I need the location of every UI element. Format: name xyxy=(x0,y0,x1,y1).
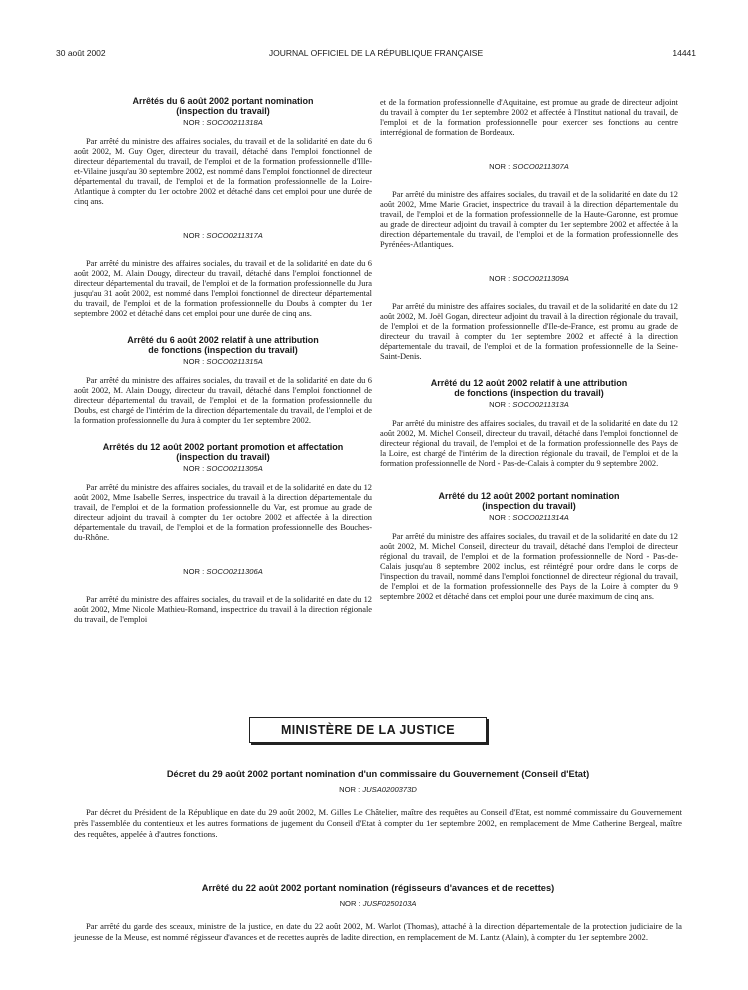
article-title: Décret du 29 août 2002 portant nomination d'un commissaire du Gouvernement (Conseil d'Etat) xyxy=(166,769,590,779)
nor-reference xyxy=(380,400,678,410)
ministry-heading: MINISTÈRE DE LA JUSTICE xyxy=(249,717,487,743)
nor-code: SOCO0211318A xyxy=(206,118,263,127)
article-title xyxy=(74,96,372,116)
nor-code: SOCO0211314A xyxy=(512,513,569,522)
nor-reference xyxy=(74,231,372,241)
nor-reference xyxy=(74,357,372,367)
article-paragraph: Par arrêté du ministre des affaires sociales, du travail et de la solidarité en date du 12 août 2002, Mme Isabelle Serres, inspectrice du travail à la direction départementale du travail, de l'emploi et de la formation professionnelle du Var, est promue au grade de directeur adjoint du travail à compter du 1er octobre 2002 et affectée à la direction départementale du travail, de l'emploi et de la formation professionnelle des Bouches-du-Rhône. xyxy=(74,483,372,542)
arrete-regisseurs-section xyxy=(74,883,682,943)
article-title-line: Arrêté du 6 août 2002 relatif à une attribution xyxy=(127,335,319,345)
article-paragraph: Par arrêté du ministre des affaires sociales, du travail et de la solidarité en date du 6 août 2002, M. Alain Dougy, directeur du travail, détaché dans l'emploi fonctionnel de directeur départemental du travail, de l'emploi et de la formation professionnelle du Jura jusqu'au 31 août 2002, est nommé dans l'emploi fonctionnel de directeur départemental du travail, de l'emploi et de la formation professionnelle du Doubs à compter du 1er septembre 2002 et détaché dans cet emploi pour une durée de cinq ans. xyxy=(74,259,372,318)
page-header xyxy=(56,48,696,60)
article-title xyxy=(74,335,372,355)
nor-reference xyxy=(74,118,372,128)
nor-code: SOCO0211317A xyxy=(206,231,263,240)
article-title-line: Arrêtés du 6 août 2002 portant nomination xyxy=(132,96,314,106)
article-title xyxy=(380,378,678,398)
nor-reference xyxy=(74,567,372,577)
nor-code: SOCO0211313A xyxy=(512,400,569,409)
article-title-line: (inspection du travail) xyxy=(482,501,576,511)
nor-label: NOR : xyxy=(489,400,511,409)
nor-label: NOR : xyxy=(183,357,205,366)
article-paragraph: Par arrêté du ministre des affaires sociales, du travail et de la solidarité en date du 12 août 2002, M. Michel Conseil, directeur du travail, détaché dans l'emploi fonctionnel de directeur régional du travail, de l'emploi et de la formation professionnelle des Pays de la Loire, est chargé de l'intérim de la direction régionale du travail, de l'emploi et de la formation professionnelle de Nord - Pas-de-Calais à compter du 9 septembre 2002. xyxy=(380,419,678,468)
nor-label: NOR : xyxy=(489,274,511,283)
article-title-line: de fonctions (inspection du travail) xyxy=(148,345,298,355)
nor-code: SOCO0211315A xyxy=(206,357,263,366)
nor-code: SOCO0211307A xyxy=(512,162,569,171)
page-number: 14441 xyxy=(672,48,696,58)
nor-label: NOR : xyxy=(183,118,205,127)
nor-label: NOR : xyxy=(339,899,361,908)
nor-reference xyxy=(380,513,678,523)
article-paragraph: Par décret du Président de la République en date du 29 août 2002, M. Gilles Le Châtelier, maître des requêtes au Conseil d'Etat, est nommé commissaire du Gouvernement près l'assemblée du contentieux et les autres formations de jugement du Conseil d'Etat à compter du 1er septembre 2002, en remplacement de Mme Catherine Bergeal, maître des requêtes, appelée à d'autres fonctions. xyxy=(74,807,682,839)
nor-code: SOCO0211309A xyxy=(512,274,569,283)
article-title-line: Arrêté du 12 août 2002 portant nomination xyxy=(438,491,620,501)
article-paragraph: Par arrêté du ministre des affaires sociales, du travail et de la solidarité en date du 12 août 2002, M. Michel Conseil, directeur du travail, détaché dans l'emploi de directeur régional du travail, de l'emploi et de la formation professionnelle de Nord - Pas-de-Calais jusqu'au 8 septembre 2002 inclus, est réintégré pour ordre dans le corps de l'inspection du travail, nommé dans l'emploi fonctionnel de directeur régional du travail, de l'emploi et de la formation professionnelle des Pays de la Loire à compter du 9 septembre 2002 et détaché dans cet emploi pour une durée maximum de cinq ans. xyxy=(380,532,678,601)
right-column xyxy=(380,98,678,602)
decret-section xyxy=(74,769,682,840)
article-paragraph: Par arrêté du ministre des affaires sociales, du travail et de la solidarité en date du 6 août 2002, M. Alain Dougy, directeur du travail, détaché dans l'emploi fonctionnel de directeur départemental du travail, de l'emploi et de la formation professionnelle du Doubs, est chargé de l'intérim de la direction départementale du travail, de l'emploi et de la formation professionnelle du Jura à compter du 1er septembre 2002. xyxy=(74,376,372,425)
nor-code: JUSA0200373D xyxy=(362,785,417,794)
article-paragraph: et de la formation professionnelle d'Aquitaine, est promue au grade de directeur adjoint du travail à compter du 1er septembre 2002 et affectée à l'Institut national du travail, de l'emploi et de la formation professionnelle pour exercer ses fonctions au centre interrégional de formation de Bordeaux. xyxy=(380,98,678,137)
nor-reference xyxy=(74,464,372,474)
header-date: 30 août 2002 xyxy=(56,48,106,58)
article-paragraph: Par arrêté du ministre des affaires sociales, du travail et de la solidarité en date du 12 août 2002, Mme Marie Graciet, inspectrice du travail à la direction départementale du travail, de l'emploi et de la formation professionnelle de la Haute-Garonne, est promue au grade de directeur adjoint du travail à compter du 1er septembre 2002 et affectée à la direction départementale du travail, de l'emploi et de la formation professionnelle des Pyrénées-Atlantiques. xyxy=(380,190,678,249)
nor-reference xyxy=(380,162,678,172)
article-title xyxy=(74,442,372,462)
nor-code: JUSF0250103A xyxy=(362,899,417,908)
left-column xyxy=(74,96,372,625)
article-title: Arrêté du 22 août 2002 portant nomination (régisseurs d'avances et de recettes) xyxy=(201,883,555,893)
article-paragraph: Par arrêté du ministre des affaires sociales, du travail et de la solidarité en date du 12 août 2002, Mme Nicole Mathieu-Romand, inspectrice du travail à la direction régionale du travail, de l'emploi xyxy=(74,595,372,624)
nor-label: NOR : xyxy=(339,785,361,794)
nor-code: SOCO0211305A xyxy=(206,464,263,473)
nor-label: NOR : xyxy=(183,464,205,473)
article-title-line: de fonctions (inspection du travail) xyxy=(454,388,604,398)
nor-reference xyxy=(380,274,678,284)
article-title xyxy=(380,491,678,511)
nor-label: NOR : xyxy=(489,513,511,522)
journal-title: JOURNAL OFFICIEL DE LA RÉPUBLIQUE FRANÇAISE xyxy=(268,48,484,58)
nor-label: NOR : xyxy=(183,567,205,576)
nor-reference xyxy=(74,785,682,795)
nor-reference xyxy=(74,899,682,909)
article-title-line: (inspection du travail) xyxy=(176,106,270,116)
nor-code: SOCO0211306A xyxy=(206,567,263,576)
article-title-line: Arrêté du 12 août 2002 relatif à une attribution xyxy=(430,378,628,388)
nor-label: NOR : xyxy=(489,162,511,171)
article-paragraph: Par arrêté du ministre des affaires sociales, du travail et de la solidarité en date du 6 août 2002, M. Guy Oger, directeur du travail, détaché dans l'emploi fonctionnel de directeur départemental du travail, de l'emploi et de la formation professionnelle d'Ille-et-Vilaine jusqu'au 30 septembre 2002, est nommé dans l'emploi fonctionnel de directeur départemental du travail, de l'emploi et de la formation professionnelle de la Loire-Atlantique à compter du 1er octobre 2002 et détaché dans cet emploi pour une durée de cinq ans. xyxy=(74,137,372,206)
article-paragraph: Par arrêté du ministre des affaires sociales, du travail et de la solidarité en date du 12 août 2002, M. Joël Gogan, directeur adjoint du travail à la direction régionale du travail, de l'emploi et de la formation professionnelle d'Ile-de-France, est promu au grade de directeur du travail à compter du 1er septembre 2002 et affecté à la direction départementale du travail, de l'emploi et de la formation professionnelle de la Seine-Saint-Denis. xyxy=(380,302,678,361)
nor-label: NOR : xyxy=(183,231,205,240)
article-title-line: Arrêtés du 12 août 2002 portant promotion et affectation xyxy=(102,442,344,452)
article-paragraph: Par arrêté du garde des sceaux, ministre de la justice, en date du 22 août 2002, M. Warlot (Thomas), attaché à la direction départementale de la protection judiciaire de la jeunesse de la Meuse, est nommé régisseur d'avances et de recettes auprès de ladite direction, en remplacement de M. Lantz (Alain), à compter du 1er septembre 2002. xyxy=(74,921,682,942)
article-title-line: (inspection du travail) xyxy=(176,452,270,462)
